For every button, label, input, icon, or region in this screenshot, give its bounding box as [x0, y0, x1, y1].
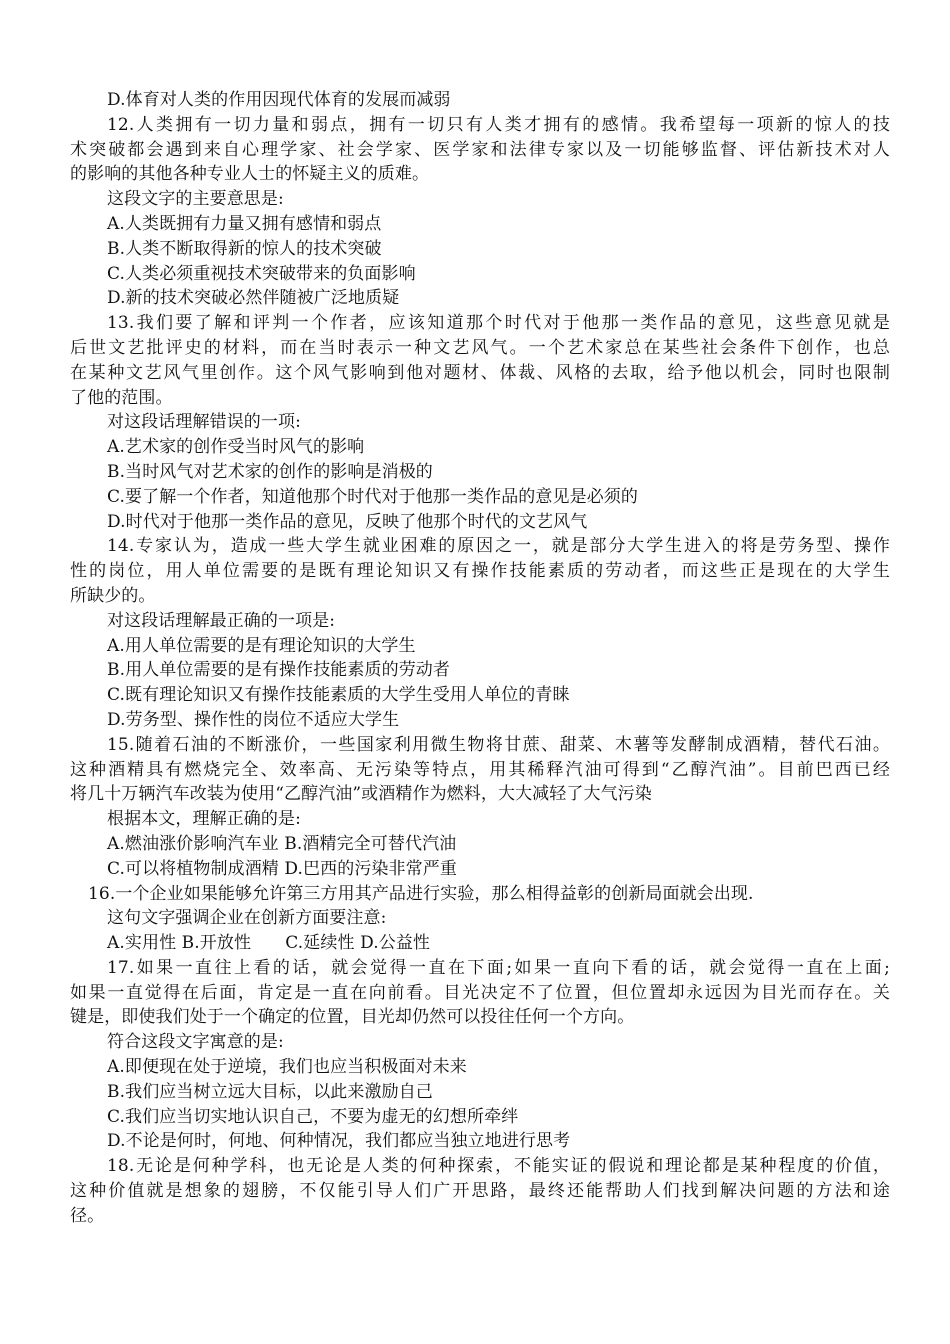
- question-text-line: 的影响的其他各种专业人士的怀疑主义的质难。: [70, 164, 430, 185]
- option-line: D.不论是何时，何地、何种情况，我们都应当独立地进行思考: [107, 1131, 571, 1152]
- option-line: 对这段话理解最正确的一项是:: [107, 610, 336, 631]
- option-line: A.燃油涨价影响汽车业 B.酒精完全可替代汽油: [107, 833, 457, 854]
- question-first-line: 14.专家认为，造成一些大学生就业困难的原因之一，就是部分大学生进入的将是劳务型、操作: [107, 536, 890, 557]
- question-first-line: 15.随着石油的不断涨价，一些国家利用微生物将甘蔗、甜菜、木薯等发酵制成酒精，替代石油。: [107, 734, 890, 755]
- option-line: C.我们应当切实地认识自己，不要为虚无的幻想所牵绊: [107, 1106, 519, 1127]
- question-text-line: 了他的范围。: [70, 387, 173, 408]
- question-text-line: 径。: [70, 1205, 105, 1226]
- question-text-line: 所缺少的。: [70, 585, 156, 606]
- question-first-line: 18.无论是何种学科，也无论是人类的何种探索，不能实证的假说和理论都是某种程度的价值，: [107, 1156, 890, 1177]
- option-line: 这句文字强调企业在创新方面要注意:: [107, 908, 387, 929]
- option-line: C.人类必须重视技术突破带来的负面影响: [107, 263, 416, 284]
- option-line: 符合这段文字寓意的是:: [107, 1032, 284, 1053]
- question-first-line: 12.人类拥有一切力量和弱点，拥有一切只有人类才拥有的感情。我希望每一项新的惊人的技: [107, 114, 890, 135]
- question-text-line: 将几十万辆汽车改装为使用“乙醇汽油”或酒精作为燃料，大大减轻了大气污染: [70, 784, 652, 805]
- question-first-line: 17.如果一直往上看的话，就会觉得一直在下面;如果一直向下看的话，就会觉得一直在上面;: [107, 957, 890, 978]
- question-text-line: 这种价值就是想象的翅膀，不仅能引导人们广开思路，最终还能帮助人们找到解决问题的方法和途: [70, 1181, 890, 1202]
- option-line: A.用人单位需要的是有理论知识的大学生: [107, 635, 416, 656]
- option-line: C.可以将植物制成酒精 D.巴西的污染非常严重: [107, 858, 457, 879]
- option-line: B.人类不断取得新的惊人的技术突破: [107, 238, 382, 259]
- option-line: B.当时风气对艺术家的创作的影响是消极的: [107, 461, 433, 482]
- question-text-line: 在某种文艺风气里创作。这个风气影响到他对题材、体裁、风格的去取，给予他以机会，同时也限制: [70, 362, 890, 383]
- option-line: D.新的技术突破必然伴随被广泛地质疑: [107, 288, 400, 309]
- option-line: B.我们应当树立远大目标，以此来激励自己: [107, 1081, 433, 1102]
- option-line: 这段文字的主要意思是:: [107, 189, 284, 210]
- option-line: A.即便现在处于逆境，我们也应当积极面对未来: [107, 1057, 467, 1078]
- option-line: D.劳务型、操作性的岗位不适应大学生: [107, 709, 400, 730]
- question-text-line: 这种酒精具有燃烧完全、效率高、无污染等特点，用其稀释汽油可得到“乙醇汽油”。目前巴西已经: [70, 759, 890, 780]
- option-line: A.人类既拥有力量又拥有感情和弱点: [107, 213, 382, 234]
- option-line: A.实用性 B.开放性 C.延续性 D.公益性: [107, 933, 431, 954]
- option-line: D.时代对于他那一类作品的意见，反映了他那个时代的文艺风气: [107, 511, 588, 532]
- option-line: 对这段话理解错误的一项:: [107, 412, 301, 433]
- question-text-line: 如果一直觉得在后面，肯定是一直在向前看。目光决定不了位置，但位置却永远因为目光而存在。关: [70, 982, 890, 1003]
- document-body: [70, 88, 890, 1229]
- question-text-line: 术突破都会遇到来自心理学家、社会学家、医学家和法律专家以及一切能够监督、评估新技术对人: [70, 139, 890, 160]
- question-text-line: 后世文艺批评史的材料，而在当时表示一种文艺风气。一个艺术家总在某些社会条件下创作，也总: [70, 337, 890, 358]
- option-line: D.体育对人类的作用因现代体育的发展而减弱: [107, 90, 451, 110]
- option-line: 根据本文，理解正确的是:: [107, 809, 301, 830]
- option-line: B.用人单位需要的是有操作技能素质的劳动者: [107, 660, 450, 681]
- question-first-line: 16.一个企业如果能够允许第三方用其产品进行实验，那么相得益彰的创新局面就会出现.: [88, 883, 754, 904]
- question-first-line: 13.我们要了解和评判一个作者，应该知道那个时代对于他那一类作品的意见，这些意见就是: [107, 313, 890, 334]
- question-text-line: 键是，即使我们处于一个确定的位置，目光却仍然可以投往任何一个方向。: [70, 1007, 635, 1028]
- option-line: A.艺术家的创作受当时风气的影响: [107, 437, 365, 458]
- question-text-line: 性的岗位，用人单位需要的是既有理论知识又有操作技能素质的劳动者，而这些正是现在的大学生: [70, 561, 890, 582]
- option-line: C.要了解一个作者，知道他那个时代对于他那一类作品的意见是必须的: [107, 486, 639, 507]
- option-line: C.既有理论知识又有操作技能素质的大学生受用人单位的青睐: [107, 685, 570, 706]
